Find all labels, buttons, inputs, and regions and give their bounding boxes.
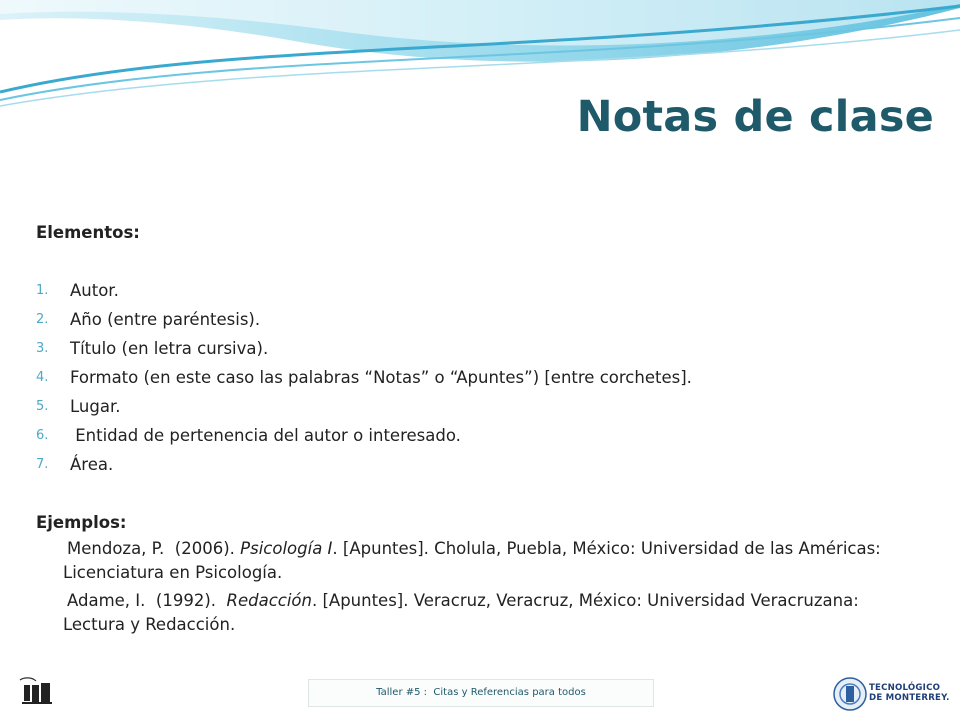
reference-example-2: Adame, I. (1992). Redacción. [Apuntes]. Veracruz, Veracruz, México: Universidad Veracruzana: Lectura y Redacción. bbox=[63, 591, 859, 634]
elements-heading: Elementos: bbox=[36, 223, 140, 242]
library-book-logo-icon bbox=[14, 676, 54, 706]
list-item: 7. Área. bbox=[36, 455, 114, 474]
elements-list bbox=[36, 276, 916, 479]
examples-heading: Ejemplos: bbox=[36, 513, 127, 532]
list-item: 1. Autor. bbox=[36, 281, 119, 300]
footer-caption: Taller #5 : Citas y Referencias para todos bbox=[308, 679, 654, 707]
list-item: 2. Año (entre paréntesis). bbox=[36, 310, 261, 329]
list-item: 4. Formato (en este caso las palabras “Notas” o “Apuntes”) [entre corchetes]. bbox=[36, 368, 692, 387]
list-item: 5. Lugar. bbox=[36, 397, 121, 416]
list-item: 3. Título (en letra cursiva). bbox=[36, 339, 269, 358]
list-item: 6. Entidad de pertenencia del autor o interesado. bbox=[36, 426, 461, 445]
tec-logo-text: TECNOLÓGICO DE MONTERREY. bbox=[869, 683, 950, 703]
reference-example-1: Mendoza, P. (2006). Psicología I. [Apuntes]. Cholula, Puebla, México: Universidad de las Américas: Licenciatura en Psicología. bbox=[63, 539, 881, 582]
slide-content bbox=[36, 218, 916, 641]
page-title: Notas de clase bbox=[576, 92, 934, 142]
